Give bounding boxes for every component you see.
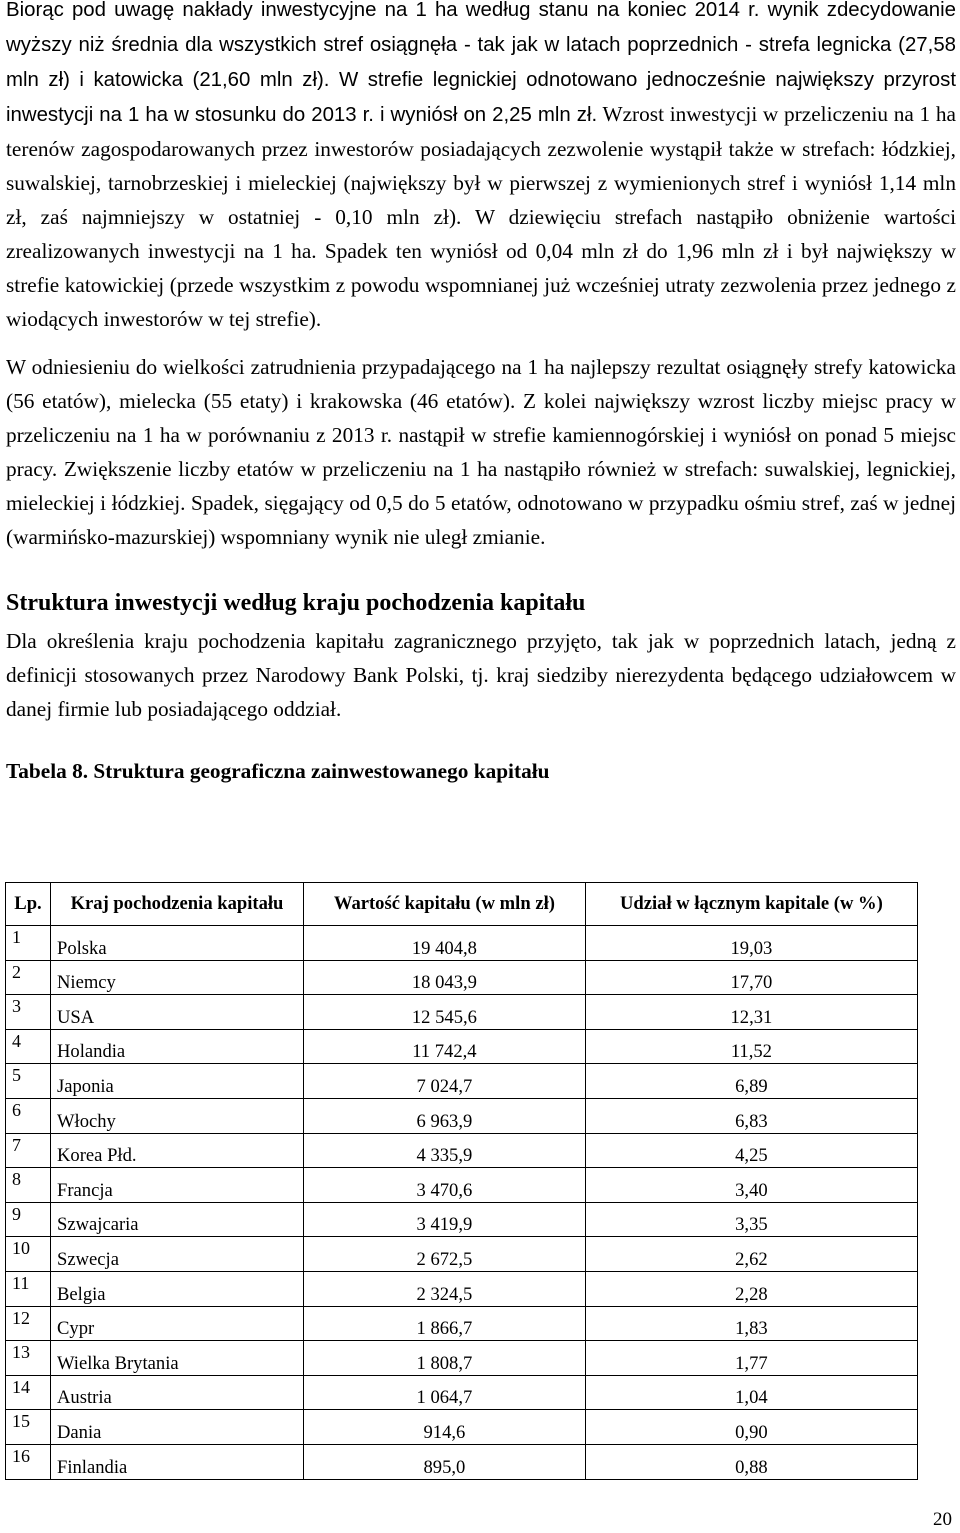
- table-row: [6, 1341, 918, 1376]
- row-share: 1,83: [585, 1306, 917, 1341]
- paragraph-employment-per-ha: W odniesieniu do wielkości zatrudnienia przypadającego na 1 ha najlepszy rezultat osiągnęły strefy katowicka (56 etatów), mielecka (55 etaty) i krakowska (46 etatów). Z kolei największy wzrost liczby miejsc pracy w przeliczeniu na 1 ha w porównaniu z 2013 r. nastąpił w strefie kamiennogórskiej i wyniósł on ponad 5 miejsc pracy. Zwiększenie liczby etatów w przeliczeniu na 1 ha nastąpiło również w strefach: suwalskiej, legnickiej, mieleckiej i łódzkiej. Spadek, sięgający od 0,5 do 5 etatów, odnotowano w przypadku ośmiu stref, zaś w jednej (warmińsko-mazurskiej) wspomniany wynik nie uległ zmianie.: [6, 355, 956, 549]
- row-country: Niemcy: [51, 960, 304, 995]
- table-header-row: [6, 883, 918, 926]
- header-share: Udział w łącznym kapitale (w %): [585, 883, 917, 926]
- row-lp: 10: [6, 1237, 51, 1272]
- row-lp: 7: [6, 1133, 51, 1168]
- row-value: 914,6: [304, 1410, 586, 1445]
- row-share: 19,03: [585, 926, 917, 961]
- row-country: Francja: [51, 1168, 304, 1203]
- row-lp: 9: [6, 1202, 51, 1237]
- table-caption: Tabela 8. Struktura geograficzna zainwestowanego kapitału: [6, 759, 550, 783]
- row-value: 12 545,6: [304, 995, 586, 1030]
- row-country: Włochy: [51, 1098, 304, 1133]
- row-lp: 12: [6, 1306, 51, 1341]
- row-share: 6,83: [585, 1098, 917, 1133]
- row-lp: 13: [6, 1341, 51, 1376]
- row-value: 895,0: [304, 1444, 586, 1479]
- table-row: [6, 995, 918, 1030]
- row-country: Austria: [51, 1375, 304, 1410]
- paragraph-lead-text: Biorąc pod uwagę nakłady inwestycyjne na 1 ha według stanu na koniec 2014 r. wynik zdecydowanie wyższy niż średnia dla wszystkich stref osiągnęła - tak jak w latach poprzednich - strefa legnicka (27,58 mln zł) i katowicka (21,60 mln zł). W strefie legnickiej odnotowano jednocześnie największy przyrost inwestycji na 1 ha w stosunku do 2013 r. i wyniósł on 2,25 mln zł.: [6, 0, 956, 126]
- row-country: USA: [51, 995, 304, 1030]
- paragraph-rest-text: Wzrost inwestycji w przeliczeniu na 1 ha terenów zagospodarowanych przez inwestorów posiadających zezwolenie wystąpił także w strefach: łódzkiej, suwalskiej, tarnobrzeskiej i mieleckiej (największy był w pierwszej z wymienionych stref i wyniósł 1,14 mln zł, zaś najmniejszy w ostatniej - 0,10 mln zł). W dziewięciu strefach nastąpiło obniżenie wartości zrealizowanych inwestycji na 1 ha. Spadek ten wyniósł od 0,04 mln zł do 1,96 mln zł i był największy w strefie katowickiej (przede wszystkim z powodu wspomnianej już wcześniej utraty zezwolenia przez jednego z wiodących inwestorów w tej strefie).: [6, 102, 956, 331]
- table-row: [6, 1133, 918, 1168]
- row-share: 17,70: [585, 960, 917, 995]
- page-number: 20: [933, 1509, 952, 1530]
- table-row: [6, 1098, 918, 1133]
- row-lp: 14: [6, 1375, 51, 1410]
- row-value: 1 808,7: [304, 1341, 586, 1376]
- section-heading: Struktura inwestycji według kraju pochodzenia kapitału: [6, 590, 586, 616]
- row-country: Japonia: [51, 1064, 304, 1099]
- row-share: 0,88: [585, 1444, 917, 1479]
- row-value: 4 335,9: [304, 1133, 586, 1168]
- table-row: [6, 1444, 918, 1479]
- row-lp: 5: [6, 1064, 51, 1099]
- row-value: 18 043,9: [304, 960, 586, 995]
- row-lp: 4: [6, 1029, 51, 1064]
- row-country: Dania: [51, 1410, 304, 1445]
- row-lp: 11: [6, 1271, 51, 1306]
- table-row: [6, 960, 918, 995]
- row-share: 0,90: [585, 1410, 917, 1445]
- row-value: 2 672,5: [304, 1237, 586, 1272]
- row-lp: 1: [6, 926, 51, 961]
- table-row: [6, 1029, 918, 1064]
- row-country: Cypr: [51, 1306, 304, 1341]
- row-lp: 3: [6, 995, 51, 1030]
- row-share: 2,62: [585, 1237, 917, 1272]
- row-share: 2,28: [585, 1271, 917, 1306]
- paragraph-investment-per-ha: [6, 0, 956, 336]
- row-share: 6,89: [585, 1064, 917, 1099]
- row-share: 1,77: [585, 1341, 917, 1376]
- table-row: [6, 1306, 918, 1341]
- row-country: Finlandia: [51, 1444, 304, 1479]
- row-value: 3 419,9: [304, 1202, 586, 1237]
- header-value: Wartość kapitału (w mln zł): [304, 883, 586, 926]
- row-lp: 6: [6, 1098, 51, 1133]
- row-share: 1,04: [585, 1375, 917, 1410]
- capital-structure-table: [5, 882, 918, 1480]
- table-row: [6, 1271, 918, 1306]
- table-row: [6, 1202, 918, 1237]
- header-country: Kraj pochodzenia kapitału: [51, 883, 304, 926]
- row-value: 1 064,7: [304, 1375, 586, 1410]
- row-country: Wielka Brytania: [51, 1341, 304, 1376]
- document-page: [6, 0, 956, 786]
- row-country: Korea Płd.: [51, 1133, 304, 1168]
- row-share: 12,31: [585, 995, 917, 1030]
- row-share: 4,25: [585, 1133, 917, 1168]
- row-value: 6 963,9: [304, 1098, 586, 1133]
- paragraph-capital-origin-definition: Dla określenia kraju pochodzenia kapitału zagranicznego przyjęto, tak jak w poprzednich latach, jedną z definicji stosowanych przez Narodowy Bank Polski, tj. kraj siedziby nierezydenta będącego udziałowcem w danej firmie lub posiadającego oddział.: [6, 629, 956, 721]
- row-country: Holandia: [51, 1029, 304, 1064]
- table-row: [6, 1168, 918, 1203]
- row-value: 19 404,8: [304, 926, 586, 961]
- row-lp: 2: [6, 960, 51, 995]
- row-value: 7 024,7: [304, 1064, 586, 1099]
- table-row: [6, 1237, 918, 1272]
- table-row: [6, 1064, 918, 1099]
- row-value: 1 866,7: [304, 1306, 586, 1341]
- table-body: [6, 926, 918, 1480]
- row-value: 2 324,5: [304, 1271, 586, 1306]
- row-lp: 15: [6, 1410, 51, 1445]
- row-value: 3 470,6: [304, 1168, 586, 1203]
- row-country: Szwecja: [51, 1237, 304, 1272]
- row-lp: 8: [6, 1168, 51, 1203]
- table-row: [6, 1410, 918, 1445]
- row-country: Belgia: [51, 1271, 304, 1306]
- row-share: 3,35: [585, 1202, 917, 1237]
- row-country: Szwajcaria: [51, 1202, 304, 1237]
- header-lp: Lp.: [6, 883, 51, 926]
- row-share: 11,52: [585, 1029, 917, 1064]
- table-row: [6, 1375, 918, 1410]
- row-share: 3,40: [585, 1168, 917, 1203]
- row-lp: 16: [6, 1444, 51, 1479]
- row-country: Polska: [51, 926, 304, 961]
- row-value: 11 742,4: [304, 1029, 586, 1064]
- table-row: [6, 926, 918, 961]
